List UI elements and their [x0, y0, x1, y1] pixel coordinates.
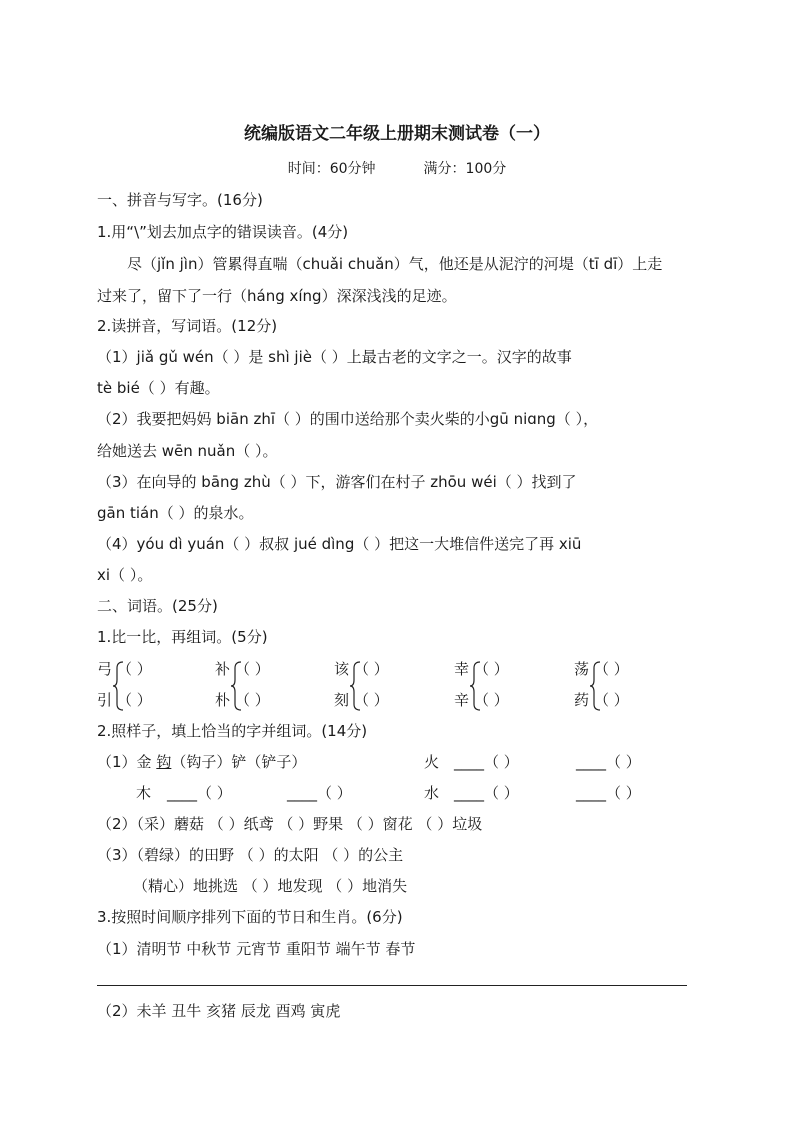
fill-blank[interactable]: ____（ ） — [576, 784, 641, 802]
compare-char-top: 荡 — [574, 660, 590, 678]
fill-blank[interactable]: ____（ ） — [454, 784, 519, 802]
answer-line[interactable] — [97, 985, 687, 986]
question-1-2-line: （1）jiǎ gǔ wén（ ）是 shì jiè（ ）上最古老的文字之一。汉字的故事 — [97, 348, 572, 366]
example-word: （铲子） — [246, 753, 307, 771]
radical-label: 火 — [424, 753, 440, 771]
compare-char-bottom: 引 — [97, 691, 113, 709]
example-char: 铲 — [231, 753, 247, 771]
question-1-2-line: 给她送去 wēn nuǎn（ ）。 — [97, 442, 278, 460]
answer-blank[interactable]: （ ） — [354, 660, 389, 678]
question-1-2-line: （3）在向导的 bāng zhù（ ）下，游客们在村子 zhōu wéi（ ）找到了 — [97, 473, 577, 491]
question-2-1-prompt: 1.比一比，再组词。(5分) — [97, 628, 268, 646]
zodiac-list: （2）未羊 丑牛 亥猪 辰龙 酉鸡 寅虎 — [97, 1002, 341, 1020]
answer-blank[interactable]: （ ） — [594, 691, 629, 709]
answer-blank[interactable]: （ ） — [474, 691, 509, 709]
answer-blank[interactable]: （ ） — [117, 691, 152, 709]
example-row — [97, 752, 306, 772]
compare-char-bottom: 朴 — [215, 691, 231, 709]
answer-blank[interactable]: （ ） — [117, 660, 152, 678]
answer-blank[interactable]: （ ） — [235, 691, 270, 709]
compare-char-top: 弓 — [97, 660, 113, 678]
question-1-2-line: （4）yóu dì yuán（ ）叔叔 jué dìng（ ）把这一大堆信件送完了再 xiū — [97, 535, 582, 553]
answer-blank[interactable]: （ ） — [354, 691, 389, 709]
question-1-2-line: gān tián（ ）的泉水。 — [97, 504, 254, 522]
radical-label: 木 — [136, 784, 152, 802]
fill-blank[interactable]: ____（ ） — [576, 753, 641, 771]
question-1-1-line-1: 尽（jǐn jìn）管累得直喘（chuǎi chuǎn）气，他还是从泥泞的河堤（tī dī）上走 — [127, 255, 663, 273]
exam-meta — [0, 159, 794, 179]
compare-char-top: 该 — [334, 660, 350, 678]
example-char: 钩 — [156, 753, 172, 771]
question-1-2-line: （2）我要把妈妈 biān zhī（ ）的围巾送给那个卖火柴的小gū niɑng（ ）， — [97, 410, 599, 428]
question-2-3-prompt: 3.按照时间顺序排列下面的节日和生肖。(6分) — [97, 908, 403, 926]
fill-blank[interactable]: ____（ ） — [167, 784, 232, 802]
question-2-2-prompt: 2.照样子，填上恰当的字并组词。(14分) — [97, 722, 368, 740]
example-radical: （1）金 — [97, 753, 152, 771]
question-1-1-prompt: 1.用“\”划去加点字的错误读音。(4分) — [97, 223, 349, 241]
question-2-2-row-3: （3）（碧绿）的田野 （ ）的太阳 （ ）的公主 — [97, 846, 404, 864]
fill-blank[interactable]: ____（ ） — [454, 753, 519, 771]
full-score: 满分：100分 — [423, 161, 507, 177]
compare-char-top: 补 — [215, 660, 231, 678]
section-2-heading: 二、词语。(25分) — [97, 597, 218, 615]
example-word: （钩子） — [171, 753, 232, 771]
compare-char-bottom: 刻 — [334, 691, 350, 709]
answer-blank[interactable]: （ ） — [474, 660, 509, 678]
answer-blank[interactable]: （ ） — [235, 660, 270, 678]
section-1-heading: 一、拼音与写字。(16分) — [97, 191, 263, 209]
question-2-2-row-4: （精心）地挑选 （ ）地发现 （ ）地消失 — [133, 877, 408, 895]
compare-char-bottom: 药 — [574, 691, 590, 709]
question-2-2-row-2: （2）（采）蘑菇 （ ）纸鸢 （ ）野果 （ ）窗花 （ ）垃圾 — [97, 815, 483, 833]
question-1-2-prompt: 2.读拼音，写词语。(12分) — [97, 317, 278, 335]
fill-blank[interactable]: ____（ ） — [287, 784, 352, 802]
question-1-2-line: tè bié（ ）有趣。 — [97, 379, 220, 397]
page-title: 统编版语文二年级上册期末测试卷（一） — [244, 124, 550, 144]
compare-char-bottom: 辛 — [454, 691, 470, 709]
answer-blank[interactable]: （ ） — [594, 660, 629, 678]
festival-list: （1）清明节 中秋节 元宵节 重阳节 端午节 春节 — [97, 940, 416, 958]
time-limit: 时间：60分钟 — [287, 161, 376, 177]
question-1-1-line-2: 过来了，留下了一行（háng xíng）深深浅浅的足迹。 — [97, 287, 457, 305]
radical-label: 水 — [424, 784, 440, 802]
compare-char-top: 幸 — [454, 660, 470, 678]
question-1-2-line: xi（ ）。 — [97, 566, 153, 584]
